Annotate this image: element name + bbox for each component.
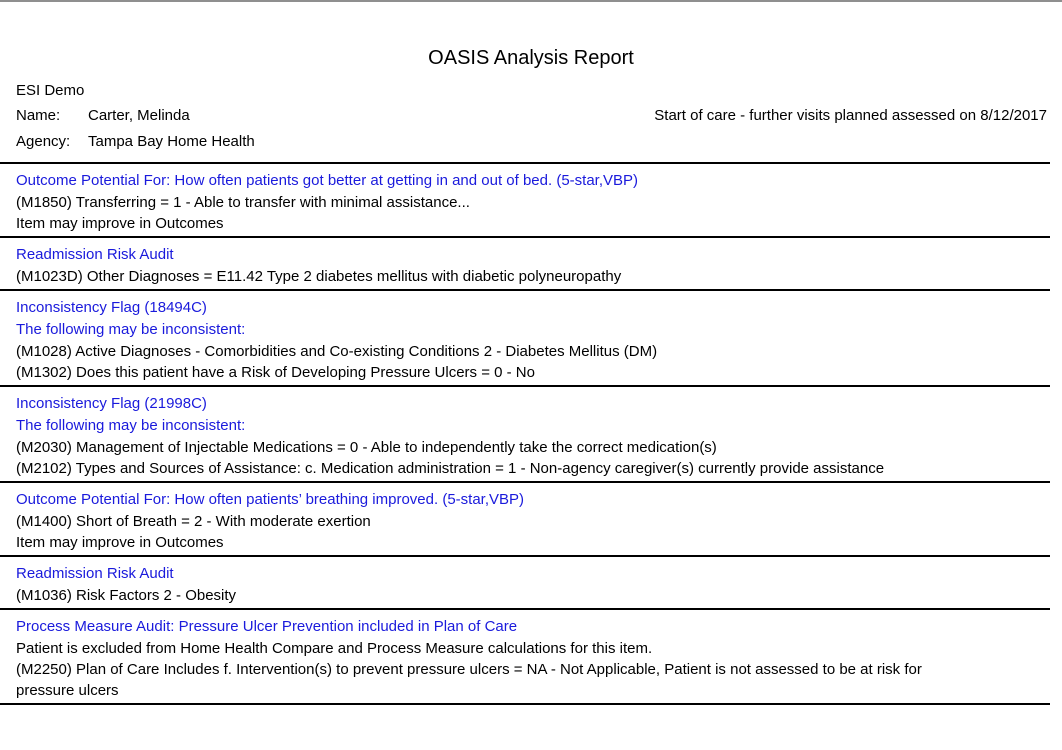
section-line: Patient is excluded from Home Health Compare and Process Measure calculations for this item. (16, 640, 653, 657)
agency-label: Agency: (16, 133, 71, 150)
section-heading: Inconsistency Flag (21998C) (16, 395, 207, 412)
assessment-info: Start of care - further visits planned assessed on 8/12/2017 (654, 107, 1047, 124)
finding-section (0, 289, 1050, 385)
finding-section (0, 608, 1050, 705)
org-name: ESI Demo (16, 82, 85, 99)
section-subheading: The following may be inconsistent: (16, 321, 246, 338)
finding-section (0, 385, 1050, 481)
finding-section (0, 162, 1050, 236)
section-heading: Outcome Potential For: How often patients got better at getting in and out of bed. (5-star,VBP) (16, 172, 639, 189)
report-title: OASIS Analysis Report (428, 47, 634, 69)
section-heading: Readmission Risk Audit (16, 565, 174, 582)
agency-name: Tampa Bay Home Health (88, 133, 255, 150)
section-heading: Readmission Risk Audit (16, 246, 174, 263)
section-line: (M1302) Does this patient have a Risk of Developing Pressure Ulcers = 0 - No (16, 364, 535, 381)
section-line: (M1400) Short of Breath = 2 - With moderate exertion (16, 513, 371, 530)
section-line: (M2102) Types and Sources of Assistance: c. Medication administration = 1 - Non-agency caregiver(s) currently provide assistance (16, 460, 885, 477)
top-border (0, 0, 1062, 2)
section-subheading: The following may be inconsistent: (16, 417, 246, 434)
name-label: Name: (16, 107, 61, 124)
findings-list (0, 162, 1050, 705)
section-line: (M1850) Transferring = 1 - Able to transfer with minimal assistance... (16, 194, 470, 211)
finding-section (0, 481, 1050, 555)
patient-name: Carter, Melinda (88, 107, 190, 124)
section-line: Item may improve in Outcomes (16, 215, 224, 232)
section-line: (M1036) Risk Factors 2 - Obesity (16, 587, 237, 604)
section-line: Item may improve in Outcomes (16, 534, 224, 551)
finding-section (0, 555, 1050, 608)
section-line: (M2250) Plan of Care Includes f. Intervention(s) to prevent pressure ulcers = NA - Not Applicable, Patient is not assessed to be at risk for pressure ulcers (16, 661, 922, 699)
section-line: (M1028) Active Diagnoses - Comorbidities and Co-existing Conditions 2 - Diabetes Mellitus (DM) (16, 343, 658, 360)
section-heading: Process Measure Audit: Pressure Ulcer Prevention included in Plan of Care (16, 618, 518, 635)
section-line: (M2030) Management of Injectable Medications = 0 - Able to independently take the correct medication(s) (16, 439, 717, 456)
section-heading: Outcome Potential For: How often patients’ breathing improved. (5-star,VBP) (16, 491, 525, 508)
section-heading: Inconsistency Flag (18494C) (16, 299, 207, 316)
section-line: (M1023D) Other Diagnoses = E11.42 Type 2 diabetes mellitus with diabetic polyneuropathy (16, 268, 622, 285)
finding-section (0, 236, 1050, 289)
